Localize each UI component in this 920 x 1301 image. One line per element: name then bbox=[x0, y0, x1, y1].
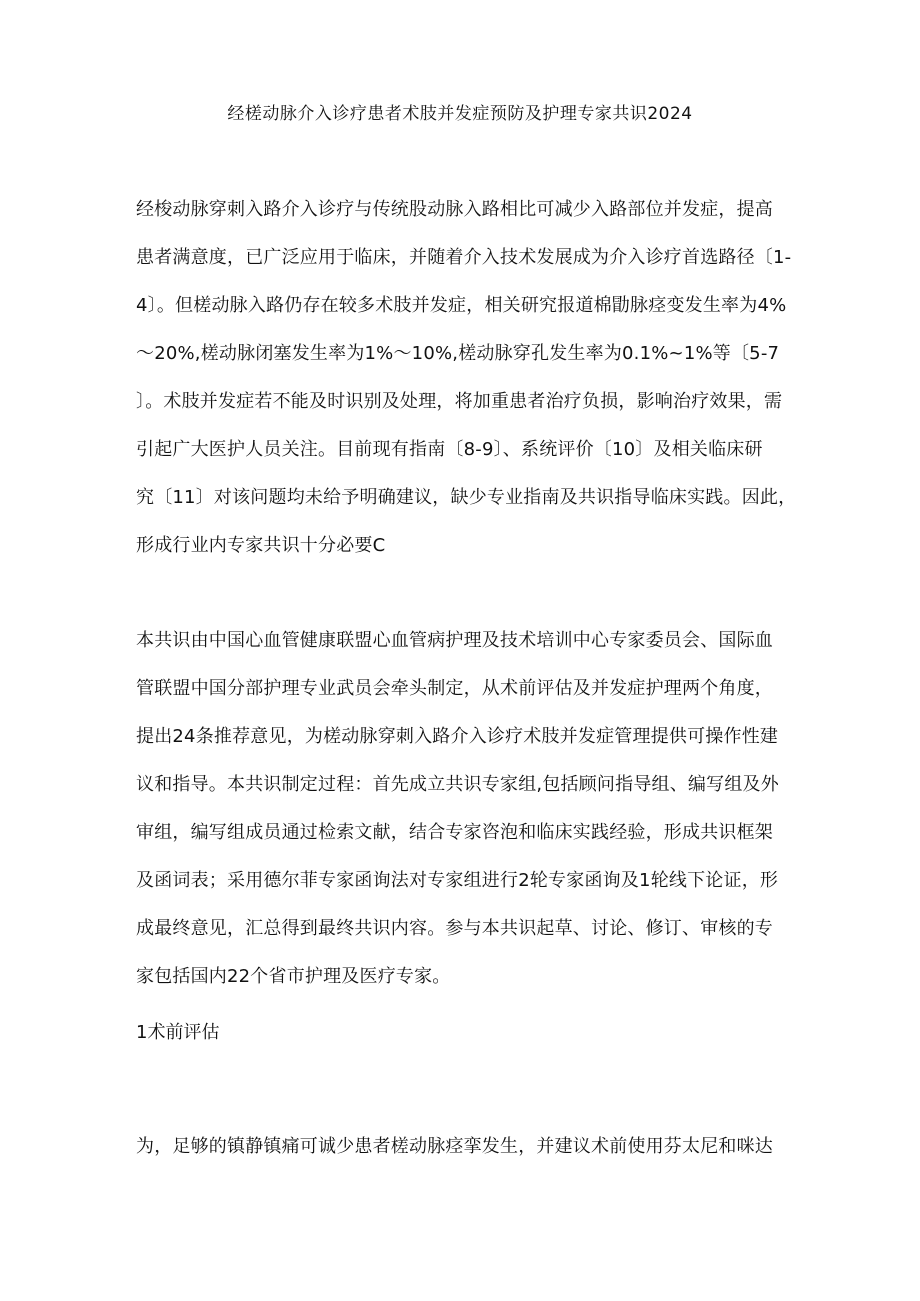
paragraph-background bbox=[136, 186, 796, 570]
paragraph-line: 成最终意见，汇总得到最终共识内容。参与本共识起草、讨论、修订、审核的专 bbox=[136, 918, 773, 939]
paragraph-line: 提出24条推荐意见，为槎动脉穿刺入路介入诊疗术肢并发症管理提供可操作性建 bbox=[136, 726, 779, 747]
paragraph-line: 审组，编写组成员通过检索文献，结合专家咨泡和临床实践经验，形成共识框架 bbox=[136, 822, 773, 843]
paragraph-methods bbox=[136, 617, 796, 1001]
paragraph-line: 管联盟中国分部护理专业武员会牵头制定，从术前评估及并发症护理两个角度， bbox=[136, 678, 773, 699]
paragraph-line: 及函词表；采用德尔菲专家函询法对专家组进行2轮专家函询及1轮线下论证，形 bbox=[136, 870, 779, 891]
paragraph-line: ～20%,槎动脉闭塞发生率为1%～10%,槎动脉穿孔发生率为0.1%~1%等〔5-7 bbox=[136, 343, 780, 364]
section-heading: 1术前评估 bbox=[136, 1022, 220, 1043]
paragraph-trailing bbox=[136, 1123, 796, 1171]
paragraph-line: 4〕。但槎动脉入路仍存在较多术肢并发症，相关研究报道棉勖脉痉变发生率为4% bbox=[136, 295, 787, 316]
paragraph-line: 〕。术肢并发症若不能及时识别及处理，将加重患者治疗负损，影响治疗效果，需 bbox=[136, 391, 783, 412]
paragraph-line: 为，足够的镇静镇痛可诚少患者槎动脉痉挛发生，并建议术前使用芬太尼和咪达 bbox=[136, 1136, 773, 1157]
paragraph-line: 究〔11〕对该问题均未给予明确建议，缺少专业指南及共识指导临床实践。因此， bbox=[136, 487, 797, 508]
paragraph-line: 引起广大医护人员关注。目前现有指南〔8-9〕、系统评价〔10〕及相关临床研 bbox=[136, 439, 763, 460]
paragraph-line: 家包括国内22个省市护理及医疗专家。 bbox=[136, 966, 451, 987]
paragraph-line: 议和指导。本共识制定过程：首先成立共识专家组,包括顾问指导组、编写组及外 bbox=[136, 774, 779, 795]
paragraph-line: 形成行业内专家共识十分必要C bbox=[136, 535, 386, 556]
paragraph-line: 本共识由中国心血管健康联盟心血管病护理及技术培训中心专家委员会、国际血 bbox=[136, 630, 773, 651]
paragraph-line: 经梭动脉穿刺入路介入诊疗与传统股动脉入路相比可减少入路部位并发症，提高 bbox=[136, 199, 773, 220]
document-title: 经槎动脉介入诊疗患者术肢并发症预防及护理专家共识2024 bbox=[227, 104, 693, 124]
paragraph-line: 患者满意度，已广泛应用于临床，并随着介入技术发展成为介入诊疗首选路径〔1- bbox=[136, 247, 792, 268]
